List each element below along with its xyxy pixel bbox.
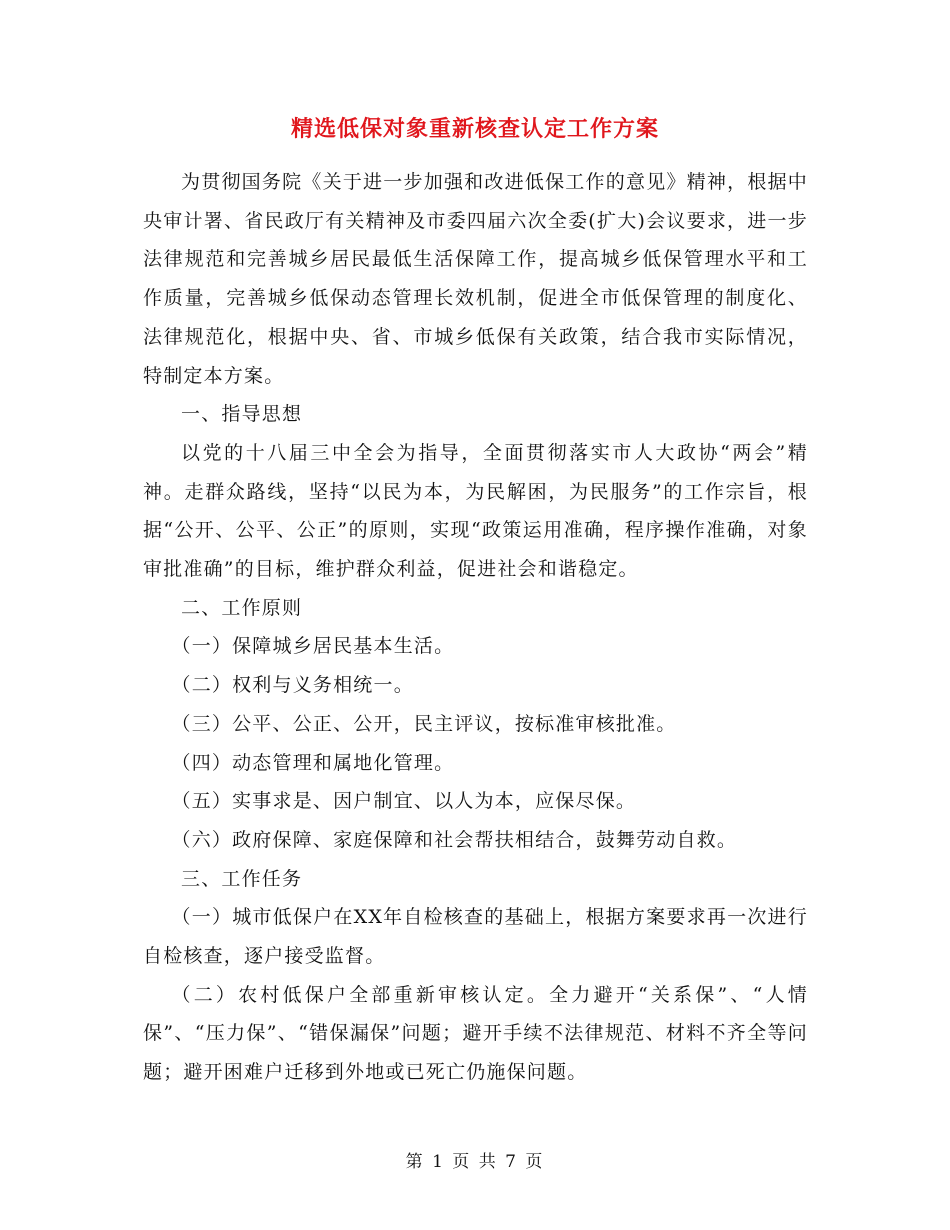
footer-total-pages: 7 [505,1152,518,1172]
footer-prefix: 第 [405,1152,425,1172]
principle-item-5: （五）实事求是、因户制宜、以人为本，应保尽保。 [171,790,637,813]
principle-item-4: （四）动态管理和属地化管理。 [171,751,455,774]
principle-item-2: （二）权利与义务相统一。 [171,674,414,697]
section-heading-guiding-ideology: 一、指导思想 [181,403,303,426]
task-item-2: （二）农村低保户全部重新审核认定。全力避开“关系保”、“人情保”、“压力保”、“错保漏保”问题；避开手续不法律规范、材料不齐全等问题；避开困难户迁移到外地或已死亡仍施保问题。 [143,983,808,1084]
paragraph-guiding-ideology: 以党的十八届三中全会为指导，全面贯彻落实市人大政协“两会”精神。走群众路线，坚持“以民为本，为民解困，为民服务”的工作宗旨，根据“公开、公平、公正”的原则，实现“政策运用准确，程序操作准确，对象审批准确”的目标，维护群众利益，促进社会和谐稳定。 [143,441,808,581]
section-heading-work-tasks: 三、工作任务 [181,867,303,890]
footer-middle: 页 共 [452,1152,498,1172]
principle-item-6: （六）政府保障、家庭保障和社会帮扶相结合，鼓舞劳动自救。 [171,828,738,851]
document-title: 精选低保对象重新核查认定工作方案 [290,117,659,142]
page-footer [0,1150,950,1174]
principle-item-1: （一）保障城乡居民基本生活。 [171,635,455,658]
principle-item-3: （三）公平、公正、公开，民主评议，按标准审核批准。 [171,712,677,735]
footer-page-number: 1 [432,1152,445,1172]
task-item-1: （一）城市低保户在XX年自检核查的基础上，根据方案要求再一次进行自检核查，逐户接受监督。 [143,906,808,968]
section-heading-work-principles: 二、工作原则 [181,596,303,619]
document-body [143,163,808,1092]
footer-suffix: 页 [525,1152,545,1172]
paragraph-intro: 为贯彻国务院《关于进一步加强和改进低保工作的意见》精神，根据中央审计署、省民政厅有关精神及市委四届六次全委(扩大)会议要求，进一步法律规范和完善城乡居民最低生活保障工作，提高城乡低保管理水平和工作质量，完善城乡低保动态管理长效机制，促进全市低保管理的制度化、法律规范化，根据中央、省、市城乡低保有关政策，结合我市实际情况，特制定本方案。 [143,171,808,387]
